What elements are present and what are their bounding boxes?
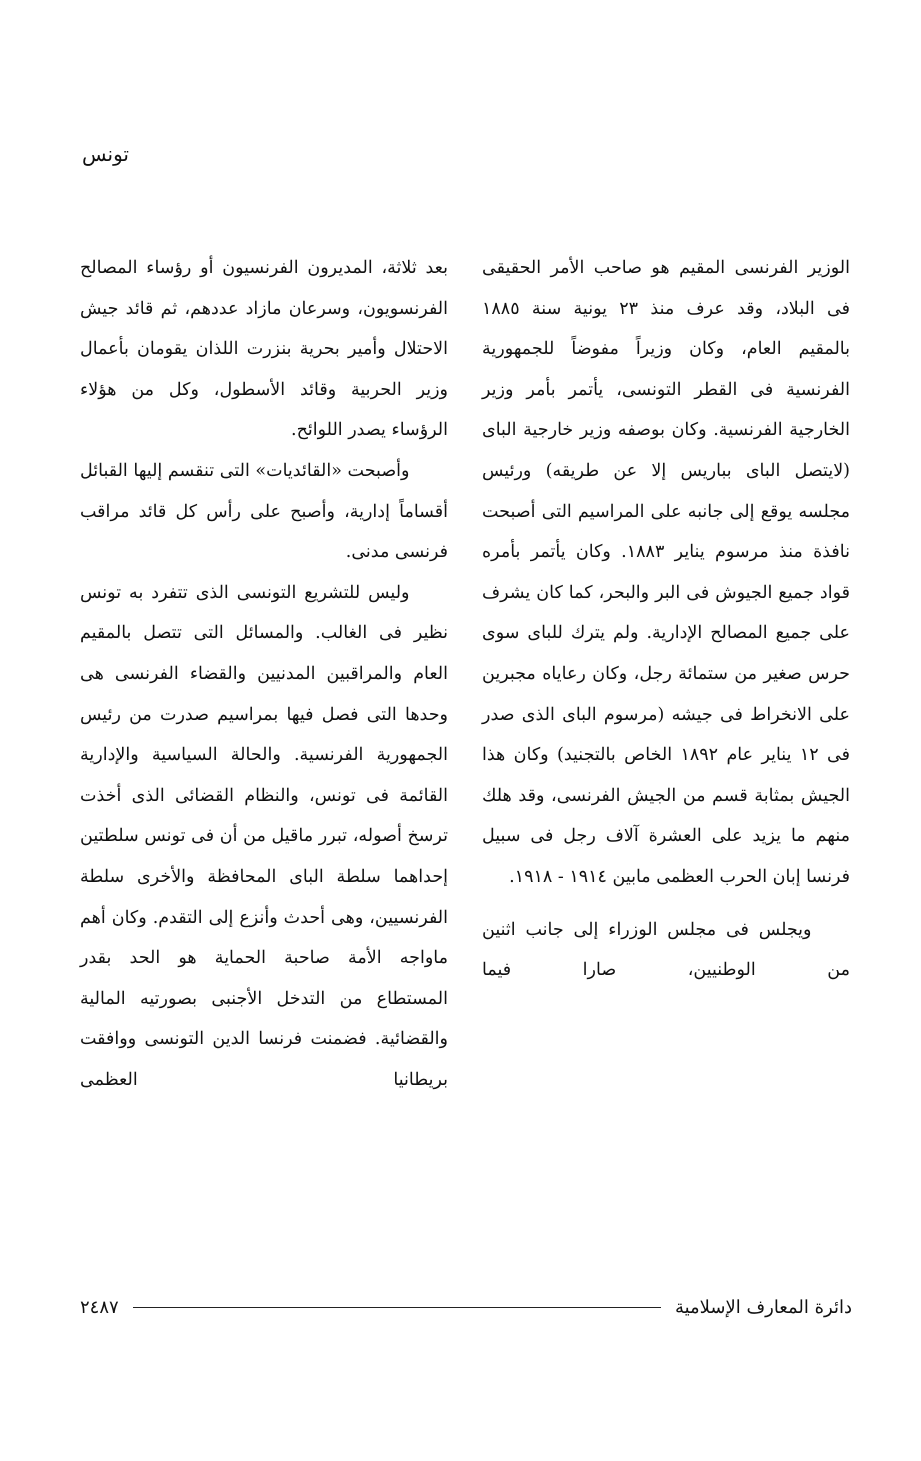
right-paragraph-2: ويجلس فى مجلس الوزراء إلى جانب اثنين من الوطنيين، صارا فيما [482,919,850,981]
page-footer [80,1292,852,1322]
left-paragraph-1: بعد ثلاثة، المديرون الفرنسيون أو رؤساء المصالح الفرنسويون، وسرعان مازاد عددهم، ثم قائد جيش الاحتلال وأمير بحرية بنزرت اللذان يقومان بأعمال وزير الحربية وقائد الأسطول، وكل من هؤلاء الرؤساء يصدر اللوائح. [80,258,448,441]
footer-page-number: ٢٤٨٧ [80,1296,119,1318]
right-text-column [482,248,850,991]
footer-publication-title: دائرة المعارف الإسلامية [674,1296,852,1318]
left-paragraph-3: وليس للتشريع التونسى الذى تتفرد به تونس نظير فى الغالب. والمسائل التى تتصل بالمقيم العام والمراقبين المدنيين والقضاء الفرنسى هى وحدها التى فصل فيها بمراسيم صدرت من رئيس الجمهورية الفرنسية. والحالة السياسية والإدارية القائمة فى تونس، والنظام القضائى الذى أخذت ترسخ أصوله، تبرر ماقيل من أن فى تونس سلطتين إحداهما سلطة الباى المحافظة والأخرى سلطة الفرنسيين، وهى أحدث وأنزع إلى التقدم. وكان أهم ماواجه الأمة صاحبة الحماية هو الحد بقدر المستطاع من التدخل الأجنبى بصورتيه المالية والقضائية. فضمنت فرنسا الدين التونسى ووافقت بريطانيا العظمى [80,582,448,1090]
running-header-title: تونس [82,142,129,166]
left-text-column [80,248,448,1100]
left-paragraph-2: وأصبحت «القائديات» التى تنقسم إليها القبائل أقساماً إدارية، وأصبح على رأس كل قائد مراقب فرنسى مدنى. [80,460,448,563]
right-paragraph-1: الوزير الفرنسى المقيم هو صاحب الأمر الحقيقى فى البلاد، وقد عرف منذ ٢٣ يونية سنة ١٨٨٥ بالمقيم العام، وكان وزيراً مفوضاً للجمهورية الفرنسية فى القطر التونسى، يأتمر بأمر وزير الخارجية الفرنسية. وكان بوصفه وزير خارجية الباى (لايتصل الباى بباريس إلا عن طريقه) ورئيس مجلسه يوقع إلى جانبه على المراسيم التى أصبحت نافذة منذ مرسوم يناير ١٨٨٣. وكان يأتمر بأمره قواد جميع الجيوش فى البر والبحر، كما كان يشرف على جميع المصالح الإدارية. ولم يترك للباى سوى حرس صغير من ستمائة رجل، وكان رعاياه مجبرين على الانخراط فى جيشه (مرسوم الباى الذى صدر فى ١٢ يناير عام ١٨٩٢ الخاص بالتجنيد) وكان هذا الجيش بمثابة قسم من الجيش الفرنسى، وقد هلك منهم ما يزيد على العشرة آلاف رجل فى سبيل فرنسا إبان الحرب العظمى مابين ١٩١٤ - ١٩١٨. [482,258,850,887]
footer-rule [133,1307,661,1308]
